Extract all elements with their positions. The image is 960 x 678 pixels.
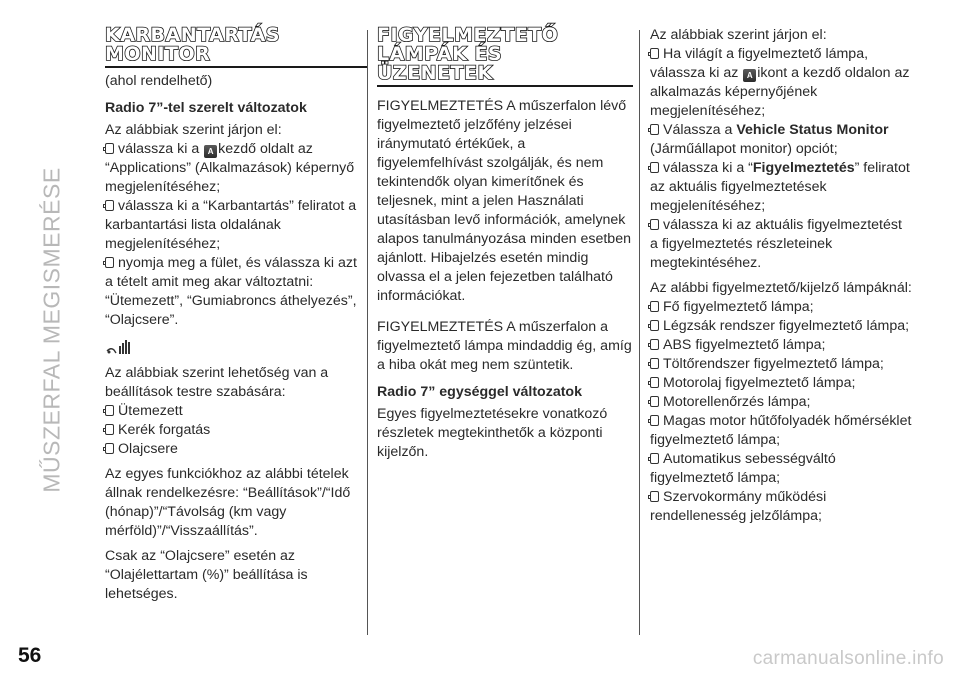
bullet-icon [650, 415, 659, 426]
step-bullet-icon [105, 143, 114, 154]
lamp-item: Magas motor hűtőfolyadék hőmérséklet figyelmeztető lámpa; [650, 413, 912, 448]
step-bullet-icon [650, 124, 659, 135]
section-title: Radio 7” egységgel változatok [377, 384, 582, 400]
side-section-title: MŰSZERFAL MEGISMERÉSE [38, 167, 65, 493]
options-intro: Az alábbiak szerint lehetőség van a beállítások testre szabására: [105, 365, 329, 400]
intro-text: Az alábbiak szerint járjon el: [105, 122, 282, 138]
paragraph: Az egyes funkciókhoz az alábbi tételek állnak rendelkezésre: “Beállítások”/“Idő (hónap)”/“Távolság (km vagy mérföld)”/“Visszaállítás”. [105, 466, 351, 539]
intro-text: Az alábbiak szerint járjon el: [650, 27, 827, 43]
heading-maintenance-monitor: KARBANTARTÁS MONITOR [105, 26, 367, 68]
column-divider [367, 30, 368, 635]
option-item: Ütemezett [105, 402, 367, 421]
lamp-list-intro: Az alábbi figyelmeztető/kijelző lámpáknál: [650, 280, 912, 296]
list-item: válassza ki a A kezdő oldalt az “Applications” (Alkalmazások) képernyő megjelenítéséhez; [105, 141, 355, 195]
lamp-item: Szervokormány működési rendellenesség jelzőlámpa; [650, 489, 827, 524]
paragraph: Egyes figyelmeztetésekre vonatkozó részletek megtekinthetők a központi kijelzőn. [377, 406, 608, 460]
paragraph: Csak az “Olajcsere” esetén az “Olajélettartam (%)” beállítása is lehetséges. [105, 548, 308, 602]
lamp-item: Töltőrendszer figyelmeztető lámpa; [650, 355, 912, 374]
lamp-item: Motorellenőrzés lámpa; [650, 393, 912, 412]
list-item: Válassza a Vehicle Status Monitor (Járműállapot monitor) opciót; [650, 122, 889, 157]
watermark: carmanualsonline.info [752, 648, 944, 669]
lamp-item: ABS figyelmeztető lámpa; [650, 336, 912, 355]
list-item: válassza ki az aktuális figyelmeztetést a figyelmeztetés részleteinek megtekintéséhez. [650, 217, 902, 271]
column-maintenance-monitor [105, 26, 367, 610]
bullet-icon [105, 443, 114, 454]
step-bullet-icon [105, 257, 114, 268]
page-number: 56 [18, 644, 42, 667]
app-home-icon: A [743, 69, 756, 82]
list-item: Ha világít a figyelmeztető lámpa, [650, 45, 912, 64]
subtitle: (ahol rendelhető) [105, 73, 213, 89]
bullet-icon [650, 491, 659, 502]
lamp-item: Fő figyelmeztető lámpa; [650, 298, 912, 317]
list-item: válassza ki a “Figyelmeztetés” feliratot az aktuális figyelmeztetések megjelenítéséhez; [650, 160, 910, 214]
lamp-item: Légzsák rendszer figyelmeztető lámpa; [650, 317, 912, 336]
bullet-icon [650, 320, 659, 331]
section-title: Radio 7”-tel szerelt változatok [105, 100, 307, 116]
step-bullet-icon [650, 48, 659, 59]
bullet-icon [105, 424, 114, 435]
step-bullet-icon [105, 200, 114, 211]
list-item: nyomja meg a fület, és válassza ki azt a tételt amit meg akar változtatni: “Ütemezett”, “Gumiabroncs áthelyezés”, “Olajcsere”. [105, 255, 357, 328]
step-bullet-icon [650, 219, 659, 230]
heading-warning-lights: FIGYELMEZTETŐ LÁMPÁK ÉS ÜZENETEK [377, 26, 633, 87]
hand-signal-icon [105, 338, 367, 362]
column-warning-lights [377, 26, 633, 468]
option-item: Kerék forgatás [105, 421, 367, 440]
bullet-icon [650, 396, 659, 407]
bullet-icon [650, 339, 659, 350]
lamp-item: Motorolaj figyelmeztető lámpa; [650, 374, 912, 393]
bullet-icon [105, 405, 114, 416]
bullet-icon [650, 358, 659, 369]
bullet-icon [650, 453, 659, 464]
app-home-icon: A [204, 145, 217, 158]
option-item: Olajcsere [105, 440, 367, 459]
warning-paragraph: FIGYELMEZTETÉS A műszerfalon lévő figyelmeztető jelzőfény jelzései iránymutató értékűek, a figyelemfelhívást szolgálják, és nem tekintendők olyan kimerítőnek és teljesnek, mint a jelen Használati utasításban levő információk, amelynek alapos tanulmányozása minden esetben ajánlott. Hibajelzés esetén mindig olvassa el a jelen fejezetben található információkat. [377, 98, 631, 304]
list-item: válassza ki az A ikont a kezdő oldalon az alkalmazás képernyőjének megjelenítéséhez; [650, 65, 910, 119]
column-divider [639, 30, 640, 635]
column-procedure [650, 26, 912, 526]
list-item: válassza ki a “Karbantartás” feliratot a karbantartási lista oldalának megjelenítéséhez; [105, 198, 357, 252]
bullet-icon [650, 377, 659, 388]
warning-paragraph: FIGYELMEZTETÉS A műszerfalon a figyelmeztető lámpa mindaddig ég, amíg a hiba okát meg nem szüntetik. [377, 319, 632, 373]
bullet-icon [650, 301, 659, 312]
lamp-item: Automatikus sebességváltó figyelmeztető lámpa; [650, 451, 836, 486]
step-bullet-icon [650, 162, 659, 173]
